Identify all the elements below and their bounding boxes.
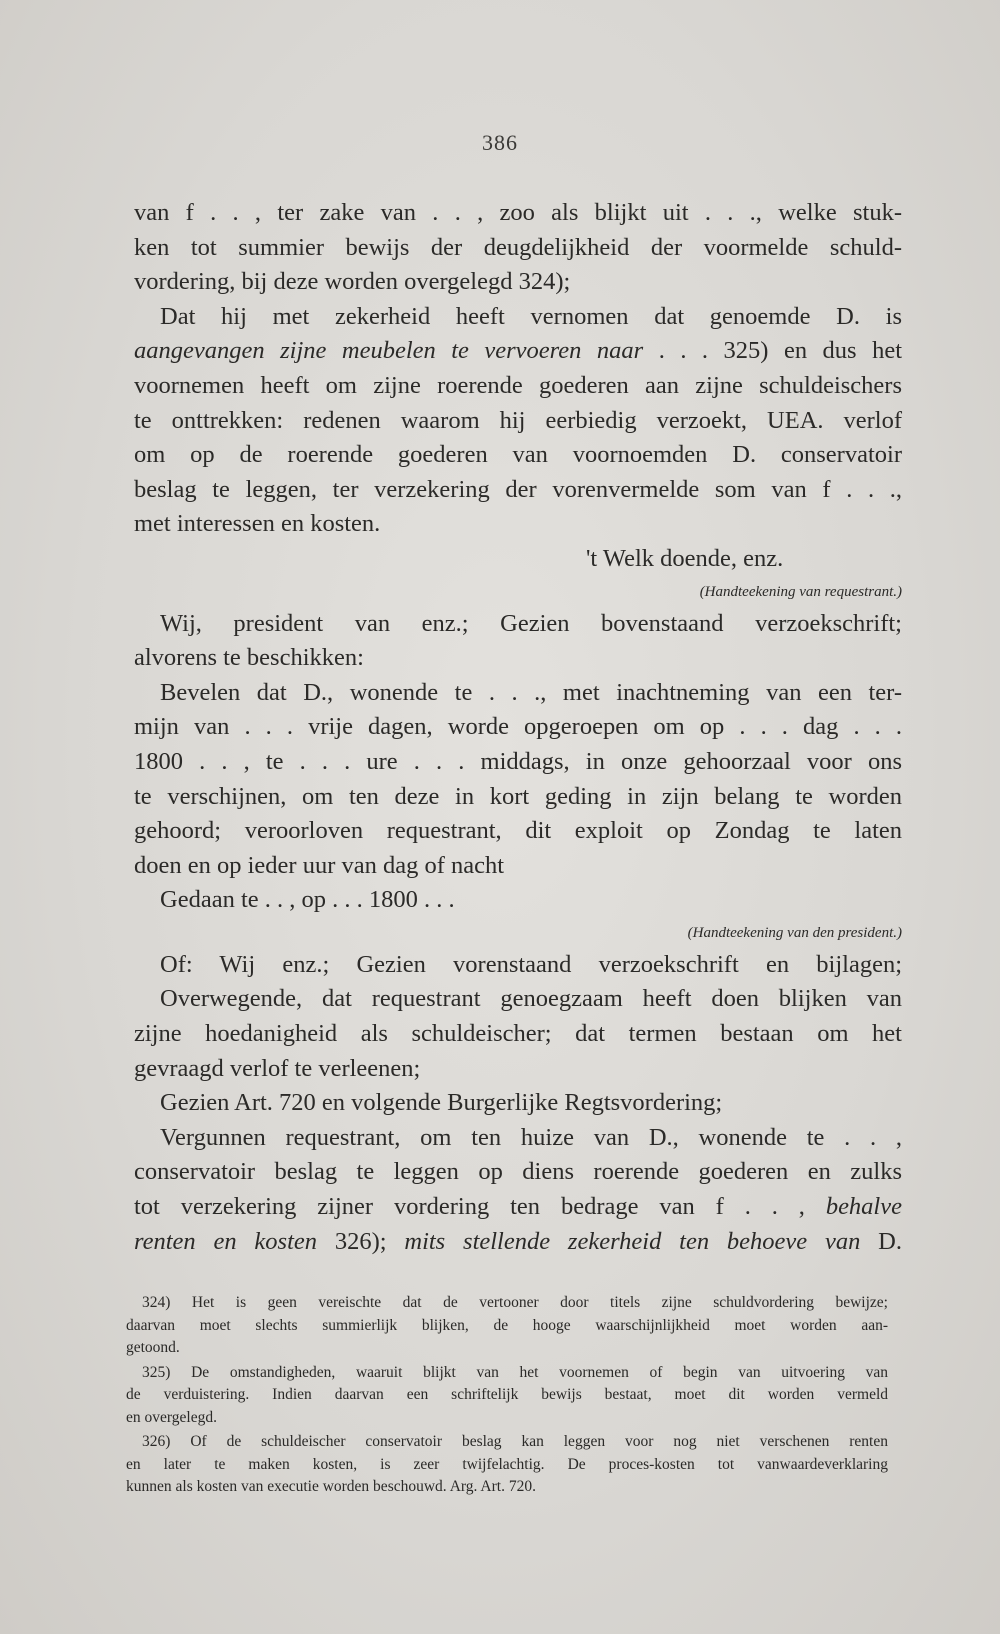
- footnote-line: de verduistering. Indien daarvan een schriftelijk bewijs bestaat, moet dit worden vermeld: [126, 1386, 888, 1403]
- body-text: [134, 196, 902, 1259]
- footnote-line: 326) Of de schuldeischer conservatoir beslag kan leggen voor nog niet verschenen renten: [142, 1433, 888, 1450]
- footnote-line: getoond.: [126, 1339, 180, 1356]
- italic-phrase: mits stellende zekerheid ten behoeve van: [404, 1227, 861, 1255]
- text-line: beslag te leggen, ter verzekering der vorenvermelde som van f . . .,: [134, 475, 902, 503]
- italic-phrase: behalve: [825, 1193, 902, 1221]
- text-line: [134, 1225, 902, 1260]
- text-line: van f . . , ter zake van . . , zoo als blijkt uit . . ., welke stuk-: [134, 199, 902, 226]
- text-line: mijn van . . . vrije dagen, worde opgeroepen om op . . . dag . . .: [134, 713, 902, 741]
- text-line: doen en op ieder uur van dag of nacht: [134, 851, 505, 879]
- text-line: te onttrekken: redenen waarom hij eerbiedig verzoekt, UEA. verlof: [134, 406, 902, 434]
- text-line: Gezien Art. 720 en volgende Burgerlijke Regtsvordering;: [160, 1089, 723, 1117]
- footnote-line: en overgelegd.: [126, 1408, 217, 1426]
- footnote-325: [126, 1362, 888, 1430]
- signature-note-president: (Handteekening van den president.): [687, 924, 902, 941]
- text-fragment: 326);: [317, 1227, 405, 1255]
- text-line: [134, 334, 902, 369]
- text-line: 1800 . . , te . . . ure . . . middags, in onze gehoorzaal voor ons: [134, 747, 902, 775]
- footnote-line: en later te maken kosten, is zeer twijfelachtig. De proces-kosten tot vanwaardeverklaring: [126, 1455, 888, 1473]
- footnote-line: daarvan moet slechts summierlijk blijken, de hooge waarschijnlijkheid moet worden aan-: [126, 1316, 888, 1334]
- text-line: zijne hoedanigheid als schuldeischer; dat termen bestaan om het: [134, 1020, 902, 1048]
- text-line: Gedaan te . . , op . . . 1800 . . .: [160, 886, 455, 914]
- text-fragment: tot verzekering zijner vordering ten bedrage van f . . ,: [134, 1193, 826, 1221]
- text-line: conservatoir beslag te leggen op diens roerende goederen en zulks: [134, 1158, 902, 1186]
- text-line: Of: Wij enz.; Gezien vorenstaand verzoekschrift en bijlagen;: [160, 950, 902, 978]
- text-line: Dat hij met zekerheid heeft vernomen dat genoemde D. is: [160, 302, 902, 330]
- text-line: met interessen en kosten.: [134, 510, 381, 538]
- text-line: Wij, president van enz.; Gezien bovenstaand verzoekschrift;: [160, 609, 902, 637]
- closing-formula: 't Welk doende, enz.: [586, 544, 784, 572]
- text-line: te verschijnen, om ten deze in kort geding in zijn belang te worden: [134, 782, 902, 810]
- italic-phrase: renten en kosten: [134, 1227, 318, 1255]
- text-fragment: D.: [860, 1227, 902, 1255]
- text-line: gevraagd verlof te verleenen;: [134, 1054, 421, 1082]
- signature-note-requestrant: (Handteekening van requestrant.): [699, 583, 902, 600]
- text-line: vordering, bij deze worden overgelegd 324);: [134, 268, 571, 296]
- text-fragment: . . . 325) en dus het: [643, 337, 903, 365]
- footnote-326: [126, 1431, 888, 1499]
- text-line: alvorens te beschikken:: [134, 644, 364, 672]
- text-line: Bevelen dat D., wonende te . . ., met inachtneming van een ter-: [160, 678, 902, 706]
- text-line: Overwegende, dat requestrant genoegzaam heeft doen blijken van: [160, 985, 902, 1013]
- footnote-line: 325) De omstandigheden, waaruit blijkt van het voornemen of begin van uitvoering van: [142, 1363, 888, 1381]
- page-number: 386: [482, 130, 518, 155]
- text-line: [134, 1190, 902, 1225]
- text-line: om op de roerende goederen van voornoemden D. conservatoir: [134, 441, 902, 469]
- footnote-line: 324) Het is geen vereischte dat de vertooner door titels zijne schuldvordering bewijze;: [142, 1294, 888, 1311]
- italic-phrase: aangevangen zijne meubelen te vervoeren naar: [134, 337, 644, 365]
- footnote-324: [126, 1292, 888, 1360]
- footnotes: [126, 1292, 888, 1499]
- footnote-line: kunnen als kosten van executie worden beschouwd. Arg. Art. 720.: [126, 1478, 536, 1495]
- text-line: ken tot summier bewijs der deugdelijkheid der voormelde schuld-: [134, 233, 902, 261]
- text-line: gehoord; veroorloven requestrant, dit exploit op Zondag te laten: [134, 817, 902, 845]
- text-line: voornemen heeft om zijne roerende goederen aan zijne schuldeischers: [134, 371, 902, 399]
- text-line: Vergunnen requestrant, om ten huize van D., wonende te . . ,: [160, 1123, 902, 1151]
